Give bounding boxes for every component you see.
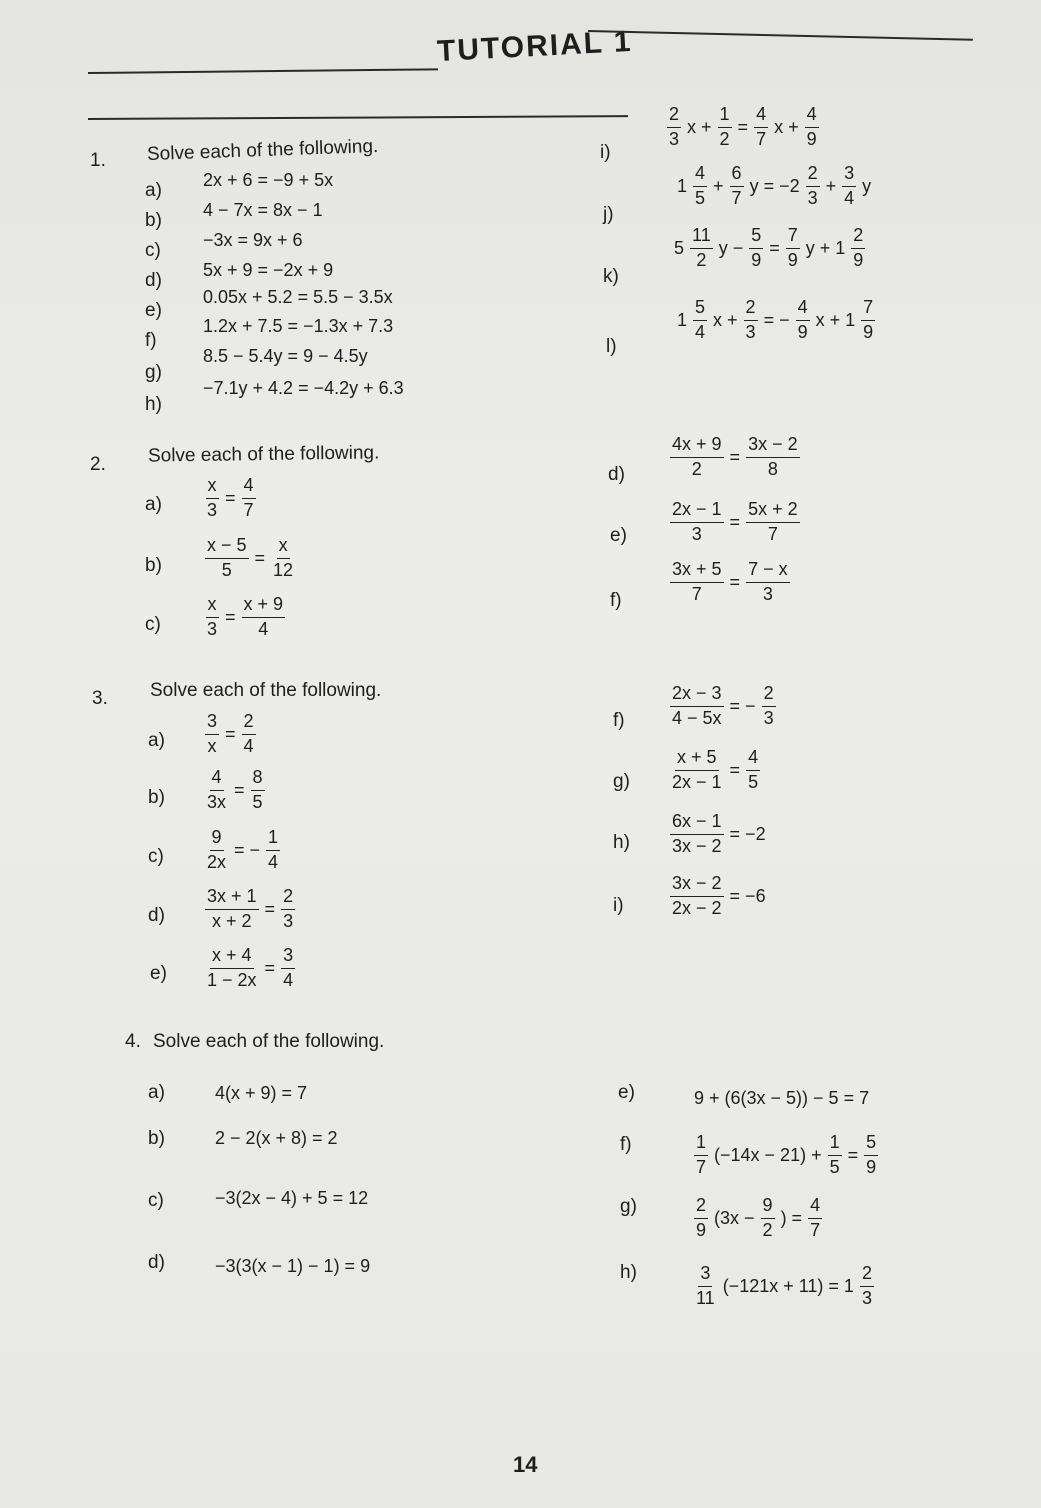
fraction-denominator: 5	[829, 1156, 840, 1177]
fraction	[667, 105, 681, 150]
page-number: 14	[513, 1452, 538, 1477]
q1-right-label: i)	[600, 142, 611, 163]
fraction-numerator: 3x − 2	[746, 435, 800, 458]
q1-number: 1.	[90, 150, 106, 171]
fraction-denominator: 3	[807, 187, 818, 208]
fraction-numerator: x + 9	[242, 595, 286, 618]
q1-left-equation: 2x + 6 = −9 + 5x	[203, 170, 334, 190]
fraction	[796, 298, 810, 343]
fraction-denominator: 3x − 2	[672, 835, 722, 856]
fraction-denominator: 4	[243, 735, 254, 756]
fraction-denominator: 7	[696, 1156, 707, 1177]
q4-right-equation	[692, 1088, 871, 1109]
q1-heading: Solve each of the following.	[146, 135, 379, 166]
equation-term: x +	[774, 116, 799, 137]
equation-term: =	[737, 116, 749, 137]
q4-right-label: g)	[620, 1196, 637, 1217]
fraction-numerator: 4	[805, 105, 819, 128]
q1-right-equation	[672, 226, 867, 271]
q4-left-equation: −3(3(x − 1) − 1) = 9	[215, 1256, 371, 1276]
fraction-numerator: 5	[864, 1133, 878, 1156]
fraction	[693, 164, 707, 209]
q1-left-equation: 8.5 − 5.4y = 9 − 4.5y	[203, 346, 368, 366]
fraction-numerator: x	[206, 595, 219, 618]
fraction-denominator: 3x	[207, 791, 227, 812]
fraction-denominator: 9	[863, 321, 874, 342]
fraction-numerator: 2	[242, 712, 256, 735]
fraction-denominator: 8	[767, 458, 778, 479]
fraction-numerator: x − 5	[205, 536, 249, 559]
fraction-numerator: 3x + 1	[205, 887, 259, 910]
q4-right-label: f)	[620, 1134, 632, 1155]
fraction-numerator: 8	[251, 768, 265, 791]
fraction-denominator: x + 2	[212, 910, 252, 931]
q3-left-label: a)	[148, 730, 165, 751]
fraction	[730, 164, 744, 209]
fraction-numerator: 7	[786, 226, 800, 249]
fraction-numerator: 3x + 5	[670, 560, 724, 583]
q2-right-label: e)	[610, 525, 627, 546]
q2-left-label: c)	[145, 614, 161, 635]
fraction	[205, 768, 228, 813]
equation-term: =	[264, 898, 276, 919]
fraction-denominator: 4	[268, 851, 279, 872]
fraction-numerator: 3	[698, 1264, 712, 1287]
equation-term: = −	[234, 839, 261, 860]
fraction	[718, 105, 732, 150]
q3-left-equation	[203, 946, 297, 991]
q3-left-equation	[203, 712, 258, 757]
fraction-denominator: 9	[797, 321, 808, 342]
fraction-denominator: 5	[221, 559, 232, 580]
q2-left-label: a)	[145, 494, 162, 515]
q4-right-equation	[692, 1133, 880, 1178]
equation-term: =	[225, 723, 236, 744]
fraction-numerator: x + 4	[210, 946, 254, 969]
fraction-numerator: 4	[808, 1196, 822, 1219]
q1-right-equation	[675, 298, 877, 343]
equation-term: 5	[674, 237, 685, 258]
q2-right-equation	[668, 435, 802, 480]
fraction	[828, 1133, 842, 1178]
fraction-denominator: 2x − 2	[672, 897, 722, 918]
fraction-denominator: 3	[207, 618, 218, 639]
q1-left-equation: −3x = 9x + 6	[203, 230, 303, 250]
fraction-numerator: 4	[693, 164, 707, 187]
fraction	[266, 828, 280, 873]
fraction	[693, 298, 707, 343]
fraction	[746, 748, 760, 793]
fraction-numerator: 3	[842, 164, 856, 187]
fraction-numerator: 4	[746, 748, 760, 771]
equation-term: = −	[763, 309, 790, 330]
fraction	[271, 536, 295, 581]
q1-left-label: c)	[145, 240, 161, 261]
fraction-numerator: x	[206, 476, 219, 499]
q4-left-label: a)	[148, 1082, 165, 1103]
fraction-denominator: 2	[719, 128, 730, 149]
fraction-denominator: 2	[762, 1219, 773, 1240]
fraction-denominator: 3	[861, 1287, 872, 1308]
q2-right-label: d)	[608, 464, 625, 485]
q1-left-equation: −7.1y + 4.2 = −4.2y + 6.3	[203, 378, 404, 398]
fraction	[242, 712, 256, 757]
fraction	[749, 226, 763, 271]
q1-left-label: d)	[145, 270, 162, 291]
q3-left-label: c)	[148, 846, 164, 867]
fraction-numerator: 7	[861, 298, 875, 321]
fraction-numerator: 1	[694, 1133, 708, 1156]
fraction-numerator: 2	[806, 164, 820, 187]
q1-right-equation	[675, 164, 873, 209]
fraction-denominator: 2x	[207, 851, 227, 872]
fraction-denominator: 5	[695, 187, 706, 208]
equation-term: (−121x + 11) = 1	[722, 1275, 854, 1296]
equation-term: =	[729, 759, 741, 780]
fraction	[860, 1264, 874, 1309]
equation-term: x + 1	[815, 309, 856, 330]
equation-term: ) =	[780, 1207, 803, 1228]
fraction-denominator: 3	[763, 707, 774, 728]
equation-term: = −	[729, 695, 756, 716]
q4-left-equation: 2 − 2(x + 8) = 2	[215, 1128, 338, 1148]
equation-term: =	[729, 446, 741, 467]
fraction-numerator: 4	[754, 105, 768, 128]
equation-term: =	[729, 511, 741, 532]
fraction-numerator: 4x + 9	[670, 435, 724, 458]
fraction	[670, 500, 724, 545]
fraction-numerator: 9	[210, 828, 224, 851]
fraction	[205, 595, 219, 640]
fraction-numerator: 1	[266, 828, 280, 851]
fraction	[842, 164, 856, 209]
fraction	[205, 536, 249, 581]
fraction-denominator: 7	[731, 187, 742, 208]
fraction-numerator: 3	[205, 712, 219, 735]
fraction-denominator: 3	[745, 321, 756, 342]
q4-heading: Solve each of the following.	[153, 1031, 385, 1052]
fraction-denominator: 5	[748, 771, 759, 792]
fraction	[851, 226, 865, 271]
fraction-denominator: 9	[751, 249, 762, 270]
fraction	[251, 768, 265, 813]
fraction	[805, 105, 819, 150]
fraction	[694, 1264, 717, 1309]
q2-right-equation	[668, 560, 792, 605]
q3-left-label: e)	[150, 963, 167, 984]
q4-left-equation: −3(2x − 4) + 5 = 12	[215, 1188, 369, 1208]
fraction-denominator: 9	[806, 128, 817, 149]
q2-left-equation	[203, 595, 287, 640]
fraction-numerator: 2	[762, 684, 776, 707]
fraction	[690, 226, 713, 271]
fraction-numerator: 2	[860, 1264, 874, 1287]
q3-left-equation	[203, 887, 297, 932]
fraction-denominator: x	[207, 735, 217, 756]
fraction-numerator: 3x − 2	[670, 874, 724, 897]
q4-number: 4.	[125, 1031, 141, 1052]
fraction	[808, 1196, 822, 1241]
fraction-numerator: 5	[749, 226, 763, 249]
fraction-numerator: 7 − x	[746, 560, 790, 583]
fraction-numerator: 2x − 3	[670, 684, 724, 707]
q3-heading: Solve each of the following.	[150, 680, 382, 701]
q2-right-equation	[668, 500, 802, 545]
section-rule	[88, 115, 628, 120]
fraction-denominator: 7	[243, 499, 254, 520]
equation-term: (−14x − 21) +	[714, 1144, 822, 1165]
q3-right-equation	[668, 812, 768, 857]
fraction	[786, 226, 800, 271]
equation-term: x +	[713, 309, 738, 330]
q3-right-equation	[668, 684, 778, 729]
fraction-numerator: 11	[690, 226, 713, 249]
q3-left-label: d)	[148, 905, 165, 926]
fraction-denominator: 4 − 5x	[672, 707, 722, 728]
q1-left-label: h)	[145, 394, 162, 415]
equation-term: 9 + (6(3x − 5)) − 5 = 7	[694, 1088, 870, 1108]
q1-right-equation	[665, 105, 821, 150]
equation-term: =	[254, 547, 266, 568]
fraction	[205, 946, 259, 991]
fraction-denominator: 7	[691, 583, 702, 604]
fraction-denominator: 5	[252, 791, 263, 812]
q4-right-equation	[692, 1196, 824, 1241]
fraction	[861, 298, 875, 343]
fraction-denominator: 7	[756, 128, 767, 149]
fraction	[205, 828, 228, 873]
q2-left-equation	[203, 476, 258, 521]
q1-left-label: e)	[145, 300, 162, 321]
q3-right-label: h)	[613, 832, 630, 853]
fraction-numerator: x + 5	[675, 748, 719, 771]
q1-left-equation: 5x + 9 = −2x + 9	[203, 260, 334, 280]
fraction-denominator: 9	[853, 249, 864, 270]
q2-right-label: f)	[610, 590, 622, 611]
fraction-denominator: 9	[866, 1156, 877, 1177]
fraction-numerator: 3	[281, 946, 295, 969]
fraction	[746, 500, 800, 545]
fraction-denominator: 3	[283, 910, 294, 931]
q4-left-label: b)	[148, 1128, 165, 1149]
fraction-denominator: 9	[787, 249, 798, 270]
fraction-denominator: 11	[696, 1287, 715, 1308]
fraction	[694, 1133, 708, 1178]
fraction	[670, 560, 724, 605]
fraction-numerator: 9	[761, 1196, 775, 1219]
q1-right-label: j)	[603, 204, 614, 225]
fraction	[670, 748, 724, 793]
fraction	[281, 887, 295, 932]
q4-right-equation	[692, 1264, 876, 1309]
fraction-denominator: 3	[669, 128, 680, 149]
equation-term: 1	[677, 309, 688, 330]
fraction	[694, 1196, 708, 1241]
equation-term: =	[847, 1144, 859, 1165]
fraction-numerator: 2x − 1	[670, 500, 724, 523]
equation-term: =	[225, 487, 236, 508]
fraction-numerator: 4	[796, 298, 810, 321]
q1-left-label: b)	[145, 210, 162, 231]
equation-term: =	[264, 957, 276, 978]
title-rule-left	[88, 68, 438, 74]
fraction	[281, 946, 295, 991]
equation-term: y −	[718, 237, 744, 258]
fraction-denominator: 2	[691, 458, 702, 479]
fraction-denominator: 3	[207, 499, 218, 520]
q2-left-equation	[203, 536, 297, 581]
q1-left-equation: 0.05x + 5.2 = 5.5 − 3.5x	[203, 287, 393, 307]
fraction-numerator: 1	[828, 1133, 842, 1156]
q3-right-label: i)	[613, 895, 624, 916]
q4-right-label: e)	[618, 1082, 635, 1103]
equation-term: = −2	[729, 823, 766, 844]
q3-left-equation	[203, 828, 282, 873]
q1-left-equation: 4 − 7x = 8x − 1	[203, 200, 323, 220]
fraction-numerator: 1	[718, 105, 732, 128]
fraction	[205, 712, 219, 757]
fraction	[670, 435, 724, 480]
equation-term: =	[769, 237, 780, 258]
equation-term: 1	[677, 175, 688, 196]
fraction-denominator: 4	[695, 321, 706, 342]
fraction-denominator: 4	[258, 618, 269, 639]
q3-left-equation	[203, 768, 267, 813]
q4-left-equation: 4(x + 9) = 7	[215, 1083, 308, 1103]
q3-right-equation	[668, 874, 768, 919]
fraction	[242, 595, 286, 640]
equation-term: y + 1	[805, 237, 846, 258]
fraction-denominator: 3	[691, 523, 702, 544]
q2-heading: Solve each of the following.	[147, 442, 380, 467]
fraction-denominator: 2x − 1	[672, 771, 722, 792]
fraction-numerator: 2	[694, 1196, 708, 1219]
fraction-numerator: 2	[667, 105, 681, 128]
fraction	[670, 684, 724, 729]
equation-term: y	[862, 175, 872, 196]
fraction	[744, 298, 758, 343]
fraction-denominator: 12	[273, 559, 294, 580]
equation-term: +	[825, 175, 837, 196]
q4-right-label: h)	[620, 1262, 637, 1283]
fraction-numerator: 2	[744, 298, 758, 321]
fraction	[746, 560, 790, 605]
fraction-denominator: 4	[283, 969, 294, 990]
equation-term: = −6	[729, 885, 766, 906]
q1-left-label: g)	[145, 362, 162, 383]
q3-right-label: g)	[613, 771, 630, 792]
q4-left-label: c)	[148, 1190, 164, 1211]
equation-term: y = −2	[749, 175, 800, 196]
q1-left-label: f)	[145, 330, 157, 351]
fraction-denominator: 1 − 2x	[207, 969, 257, 990]
fraction	[761, 1196, 775, 1241]
q4-left-label: d)	[148, 1252, 165, 1273]
fraction-denominator: 7	[810, 1219, 821, 1240]
fraction-numerator: 4	[242, 476, 256, 499]
fraction	[205, 476, 219, 521]
fraction-denominator: 9	[696, 1219, 707, 1240]
q2-number: 2.	[90, 454, 106, 475]
equation-term: =	[729, 571, 741, 592]
fraction-numerator: 2	[281, 887, 295, 910]
equation-term: =	[225, 606, 236, 627]
fraction-numerator: 5	[693, 298, 707, 321]
fraction-numerator: 6	[730, 164, 744, 187]
fraction	[762, 684, 776, 729]
fraction	[754, 105, 768, 150]
q3-right-label: f)	[613, 710, 625, 731]
q1-right-label: l)	[606, 336, 617, 357]
fraction	[864, 1133, 878, 1178]
fraction-numerator: 2	[851, 226, 865, 249]
equation-term: +	[713, 175, 724, 196]
fraction-numerator: 6x − 1	[670, 812, 724, 835]
q3-number: 3.	[92, 688, 108, 709]
fraction-denominator: 2	[696, 249, 707, 270]
fraction-denominator: 3	[762, 583, 773, 604]
q3-left-label: b)	[148, 787, 165, 808]
fraction	[746, 435, 800, 480]
equation-term: =	[234, 779, 245, 800]
fraction	[242, 476, 256, 521]
fraction-numerator: 5x + 2	[746, 500, 800, 523]
fraction-numerator: x	[277, 536, 290, 559]
fraction-numerator: 4	[210, 768, 224, 791]
q3-right-equation	[668, 748, 762, 793]
fraction	[205, 887, 259, 932]
q1-left-label: a)	[145, 180, 162, 201]
fraction	[670, 812, 724, 857]
fraction	[670, 874, 724, 919]
q1-right-label: k)	[603, 266, 619, 287]
fraction-denominator: 4	[844, 187, 855, 208]
equation-term: x +	[687, 116, 712, 137]
equation-term: (3x −	[714, 1207, 755, 1228]
title-rule-right	[588, 30, 973, 41]
page-title: TUTORIAL 1	[436, 24, 634, 69]
q2-left-label: b)	[145, 555, 162, 576]
fraction	[806, 164, 820, 209]
q1-left-equation: 1.2x + 7.5 = −1.3x + 7.3	[203, 316, 394, 336]
fraction-denominator: 7	[767, 523, 778, 544]
